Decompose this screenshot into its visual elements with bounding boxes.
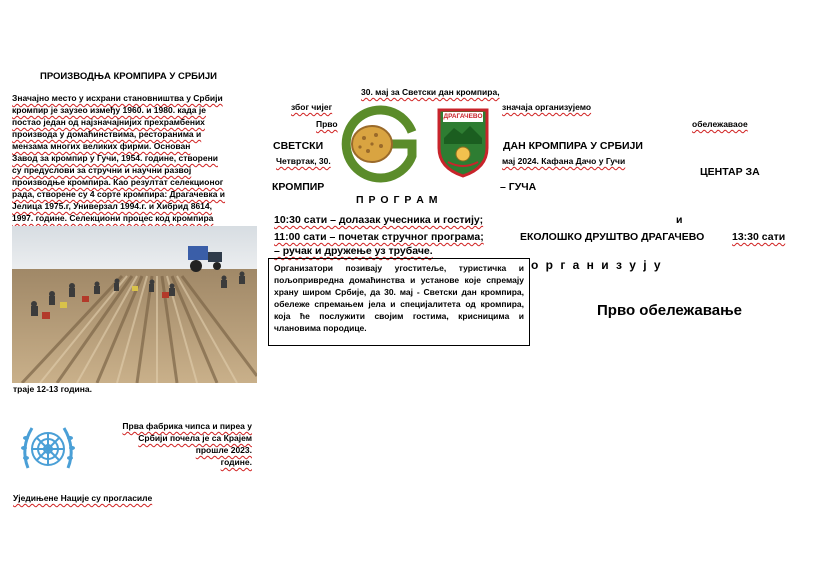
gucha-text: – ГУЧА [500,181,537,193]
schedule-item-3: – ручак и дружење уз трубаче. [274,245,433,257]
prvo-small: Прво [316,119,338,129]
para-line: кромпир је заузео између 1960. и 1980. када је [12,105,206,115]
para-line: постао један од најзначајнијих прехрамбених [12,117,205,127]
ekolosko-drustvo-text: ЕКОЛОШКО ДРУШТВО ДРАГАЧЕВО [520,231,705,243]
top-line: 30. мај за Светски дан кромпира, [361,87,500,97]
para-line: производње кромпира. Као резултат селекционог [12,177,224,187]
para-line: Завод за кромпир у Гучи, 1954. године, створени [12,153,218,163]
left-heading: ПРОИЗВОДЊА КРОМПИРА У СРБИЈИ [40,71,217,82]
duration-text: траје 12-13 година. [13,384,92,394]
para-line: производа у домаћинствима, ресторанима и [12,129,202,139]
line2-left: због чијег [291,102,333,112]
dan-krompira-text: ДАН КРОМПИРА У СРБИЈИ [503,140,643,152]
para-line: Значајно место у исхрани становништва у Србији [12,93,223,103]
para-line: Јелица 1975.г, Универзал 1994.г. и Хибрид 8614, [12,201,212,211]
potato-center-logo-icon [334,104,424,184]
crest-label: ДРАГАЧЕВО [443,113,483,120]
organizers-note-text: Организатори позивају угоститеље, туристичка и пољопривредна домаћинства и установе које спремају храну широм Србије, да 30. мај - Светски дан кромпира, обележе спремањем јела и специјалитета од кромпира, која ће послужити својим гостима, крисницима и члановима породице. [274,263,524,333]
potato-production-paragraph [12,92,256,224]
para-line: мензама многих великих фирми. Основан [12,141,191,151]
un-emblem-icon [14,418,82,480]
program-heading: П Р О Г Р А М [356,194,439,206]
svetski-text: СВЕТСКИ [273,140,324,152]
organizuju-text: о р г а н и з у ј у [531,258,663,272]
schedule-item-2: 11:00 сати – почетак стручног програма; [274,231,484,243]
obelezavaoe-text: обележаваое [692,119,748,129]
date-left: Четвртак, 30. [276,156,331,166]
potato-field-photo [12,226,257,383]
organizers-note-box [268,258,530,346]
schedule-item-3-time: 13:30 сати [732,231,786,243]
dragacevo-crest-icon [436,104,490,178]
para-line: рада, створене су 4 сорте кромпира: Драгачевка и [12,189,226,199]
line2-right: значаја организујемо [502,102,592,112]
chips-line: године. [220,457,252,467]
chips-factory-text [92,420,252,468]
chips-line: Србији почела је са Крајем [138,433,252,443]
chips-line: прошле 2023. [195,445,252,455]
centar-za-text: ЦЕНТАР ЗА [700,166,760,178]
chips-line: Прва фабрика чипса и пиреа у [122,421,252,431]
krompir-text: КРОМПИР [272,181,325,193]
i-conjunction: и [676,214,683,226]
para-line: су предуслови за стручни и научни развој [12,165,192,175]
para-line: 1997. године. Селекциони процес код кромпира [12,213,214,223]
un-proclaimed-text: Уједињене Нације су прогласиле [13,493,153,503]
date-right: мај 2024. Кафана Дачо у Гучи [502,156,626,166]
prvo-obelezavanje-title: Прво обележавање [597,302,743,319]
schedule-item-1: 10:30 сати – долазак учесника и гостију; [274,214,484,226]
